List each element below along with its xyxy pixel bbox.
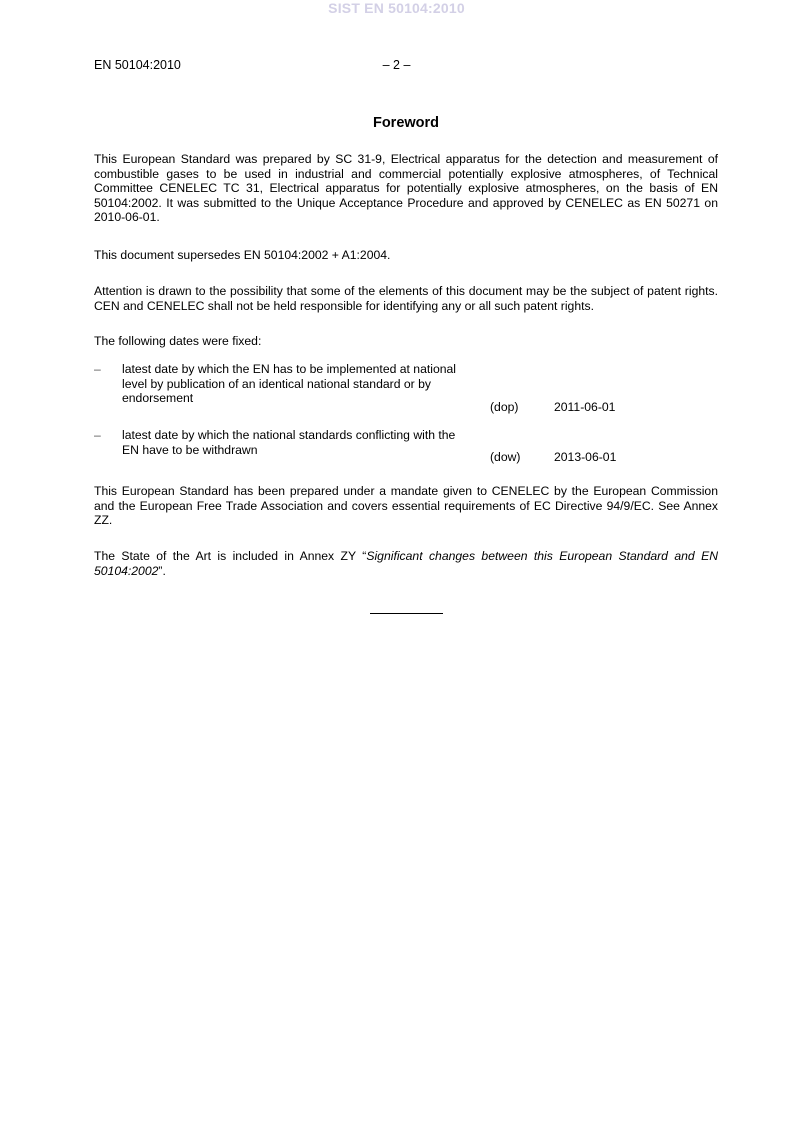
state-of-art-suffix: ”. [158,563,166,578]
paragraph-supersedes: This document supersedes EN 50104:2002 + A1:2004. [94,248,391,262]
watermark: SIST EN 50104:2010 [328,0,465,16]
date-item-abbr: (dop) [490,400,519,414]
page-title: Foreword [372,115,440,131]
list-dash: – [94,362,101,376]
date-item-abbr: (dow) [490,450,521,464]
list-dash: – [94,428,101,442]
date-item-value: 2013-06-01 [554,450,617,464]
paragraph-preparation: This European Standard was prepared by SC 31-9, Electrical apparatus for the detection and measurement of combustible gases to be used in industrial and commercial potentially explosive atmospheres, of Technical Committee CENELEC TC 31, Electrical apparatus for potentially explosive atmospheres, on the basis of EN 50104:2002. It was submitted to the Unique Acceptance Procedure and approved by CENELEC as EN 50271 on 2010-06-01. [94,152,718,225]
date-item-value: 2011-06-01 [554,400,616,414]
paragraph-mandate: This European Standard has been prepared under a mandate given to CENELEC by the European Commission and the European Free Trade Association and covers essential requirements of EC Directive 94/9/EC. See Annex ZZ. [94,484,718,528]
paragraph-dates-intro: The following dates were fixed: [94,334,262,348]
page-number: – 2 – [382,58,411,72]
document-id: EN 50104:2010 [94,58,181,72]
end-rule [370,613,443,614]
date-item-text: latest date by which the national standards conflicting with the EN have to be withdrawn [122,428,456,457]
state-of-art-prefix: The State of the Art is included in Annex ZY “ [94,549,367,563]
paragraph-state-of-art [94,549,718,578]
date-item-dow [94,428,718,466]
state-of-art-title: Significant changes between this European Standard and EN 50104:2002 [94,549,719,578]
paragraph-patent-rights: Attention is drawn to the possibility that some of the elements of this document may be the subject of patent rights. CEN and CENELEC shall not be held responsible for identifying any or all such patent rights. [94,284,718,313]
date-item-dop [94,362,718,418]
date-item-text: latest date by which the EN has to be implemented at national level by publication of an identical national standard or by endorsement [122,362,457,406]
